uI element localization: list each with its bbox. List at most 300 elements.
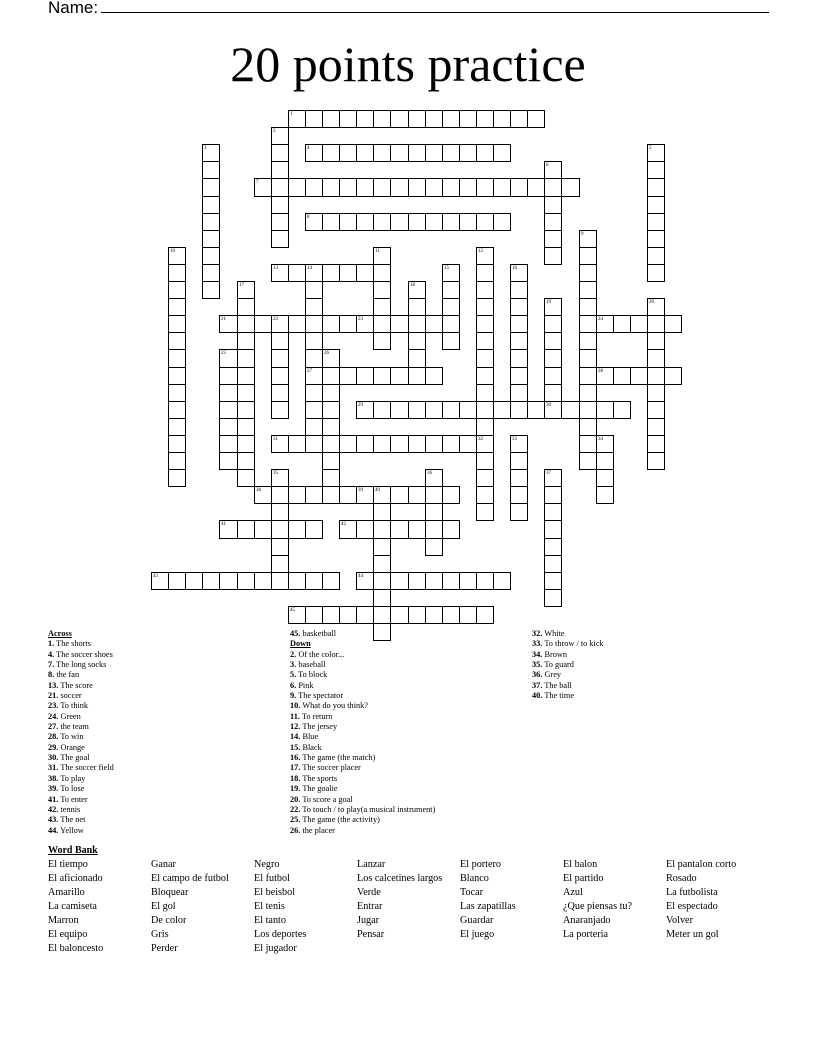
grid-cell[interactable] [373,315,391,333]
grid-cell[interactable] [579,349,597,368]
grid-cell[interactable] [373,213,391,231]
grid-cell[interactable] [442,281,460,299]
grid-cell[interactable] [544,555,562,573]
grid-cell[interactable] [288,486,306,504]
grid-cell[interactable] [527,401,545,419]
grid-cell[interactable] [237,401,255,419]
grid-cell[interactable] [305,572,323,590]
grid-cell[interactable] [408,144,426,162]
grid-cell[interactable] [493,110,511,128]
grid-cell[interactable] [476,469,494,487]
grid-cell[interactable] [579,418,597,436]
grid-cell[interactable] [459,110,477,128]
grid-cell[interactable] [647,418,665,436]
grid-cell[interactable] [254,520,272,539]
grid-cell[interactable] [408,213,426,231]
grid-cell[interactable] [373,572,391,590]
grid-cell[interactable] [339,435,357,453]
grid-cell[interactable] [442,178,460,197]
grid-cell[interactable] [339,213,357,231]
grid-cell[interactable] [237,418,255,436]
grid-cell[interactable] [254,315,272,333]
grid-cell[interactable] [288,178,306,197]
grid-cell[interactable] [305,349,323,368]
grid-cell[interactable] [219,572,238,590]
grid-cell[interactable] [373,520,391,539]
grid-cell[interactable] [373,503,391,521]
grid-cell[interactable] [271,486,289,504]
grid-cell[interactable] [476,606,494,624]
grid-cell[interactable] [408,367,426,385]
grid-cell[interactable] [168,367,186,385]
grid-cell[interactable] [202,247,220,265]
grid-cell[interactable] [613,367,631,385]
grid-cell[interactable] [219,401,238,419]
grid-cell[interactable] [476,503,494,521]
grid-cell[interactable] [390,213,409,231]
grid-cell[interactable] [476,367,494,385]
grid-cell[interactable] [356,110,374,128]
grid-cell[interactable] [373,538,391,556]
grid-cell[interactable] [596,452,614,470]
grid-cell[interactable] [664,315,682,333]
grid-cell[interactable] [237,452,255,470]
grid-cell[interactable] [168,401,186,419]
grid-cell[interactable] [579,298,597,316]
grid-cell[interactable] [544,538,562,556]
grid-cell[interactable] [425,315,443,333]
grid-cell[interactable] [271,178,289,197]
grid-cell[interactable] [237,367,255,385]
grid-cell[interactable] [510,349,528,368]
grid-cell[interactable] [596,401,614,419]
grid-cell[interactable] [339,178,357,197]
grid-cell[interactable] [425,401,443,419]
grid-cell[interactable] [510,332,528,350]
grid-cell[interactable] [425,178,443,197]
grid-cell[interactable] [459,401,477,419]
grid-cell[interactable] [476,452,494,470]
grid-cell[interactable] [579,247,597,265]
grid-cell[interactable] [202,196,220,214]
grid-cell[interactable] [219,367,238,385]
grid-cell[interactable] [168,452,186,470]
grid-cell[interactable] [373,264,391,282]
grid-cell[interactable] [322,367,340,385]
grid-cell[interactable] [442,520,460,539]
grid-cell[interactable] [544,332,562,350]
grid-cell[interactable] [596,469,614,487]
grid-cell[interactable] [237,469,255,487]
grid-cell[interactable] [425,606,443,624]
grid-cell[interactable] [476,110,494,128]
grid-cell[interactable] [647,435,665,453]
grid-cell[interactable] [271,196,289,214]
grid-cell[interactable] [459,213,477,231]
grid-cell[interactable] [510,486,528,504]
grid-cell[interactable] [459,144,477,162]
grid-cell[interactable] [322,469,340,487]
grid-cell[interactable] [476,572,494,590]
grid-cell[interactable] [561,178,580,197]
grid-cell[interactable] [544,213,562,231]
grid-cell[interactable] [254,572,272,590]
grid-cell[interactable] [339,606,357,624]
grid-cell[interactable] [596,486,614,504]
grid-cell[interactable] [510,452,528,470]
grid-cell[interactable] [202,281,220,299]
grid-cell[interactable] [322,572,340,590]
grid-cell[interactable] [219,435,238,453]
grid-cell[interactable] [271,384,289,402]
grid-cell[interactable] [442,298,460,316]
grid-cell[interactable] [408,349,426,368]
grid-cell[interactable] [237,384,255,402]
grid-cell[interactable] [356,178,374,197]
grid-cell[interactable] [510,367,528,385]
grid-cell[interactable] [202,178,220,197]
grid-cell[interactable] [408,520,426,539]
grid-cell[interactable] [442,315,460,333]
grid-cell[interactable] [544,384,562,402]
grid-cell[interactable] [476,315,494,333]
grid-cell[interactable] [476,298,494,316]
grid-cell[interactable] [356,264,374,282]
grid-cell[interactable] [510,401,528,419]
grid-cell[interactable] [271,332,289,350]
grid-cell[interactable] [390,520,409,539]
grid-cell[interactable] [271,520,289,539]
grid-cell[interactable] [579,452,597,470]
grid-cell[interactable] [305,332,323,350]
grid-cell[interactable] [390,144,409,162]
grid-cell[interactable] [442,606,460,624]
grid-cell[interactable] [168,384,186,402]
grid-cell[interactable] [305,281,323,299]
grid-cell[interactable] [510,469,528,487]
grid-cell[interactable] [339,486,357,504]
grid-cell[interactable] [408,315,426,333]
grid-cell[interactable] [356,435,374,453]
grid-cell[interactable] [442,332,460,350]
grid-cell[interactable] [544,230,562,248]
grid-cell[interactable] [630,315,648,333]
grid-cell[interactable] [168,349,186,368]
grid-cell[interactable] [373,606,391,624]
grid-cell[interactable] [373,178,391,197]
grid-cell[interactable] [664,367,682,385]
grid-cell[interactable] [425,538,443,556]
grid-cell[interactable] [373,435,391,453]
grid-cell[interactable] [647,230,665,248]
grid-cell[interactable] [288,435,306,453]
grid-cell[interactable] [271,161,289,179]
grid-cell[interactable] [579,281,597,299]
grid-cell[interactable] [271,213,289,231]
grid-cell[interactable] [544,178,562,197]
grid-cell[interactable] [647,196,665,214]
grid-cell[interactable] [373,555,391,573]
grid-cell[interactable] [510,281,528,299]
grid-cell[interactable] [305,418,323,436]
grid-cell[interactable] [647,332,665,350]
grid-cell[interactable] [356,520,374,539]
grid-cell[interactable] [271,572,289,590]
grid-cell[interactable] [271,503,289,521]
grid-cell[interactable] [390,572,409,590]
grid-cell[interactable] [202,161,220,179]
grid-cell[interactable] [322,435,340,453]
grid-cell[interactable] [339,144,357,162]
grid-cell[interactable] [442,435,460,453]
grid-cell[interactable] [373,110,391,128]
grid-cell[interactable] [339,315,357,333]
grid-cell[interactable] [476,418,494,436]
grid-cell[interactable] [219,418,238,436]
grid-cell[interactable] [647,384,665,402]
grid-cell[interactable] [544,315,562,333]
grid-cell[interactable] [322,213,340,231]
grid-cell[interactable] [476,144,494,162]
grid-cell[interactable] [288,520,306,539]
grid-cell[interactable] [459,178,477,197]
grid-cell[interactable] [237,332,255,350]
grid-cell[interactable] [527,110,545,128]
grid-cell[interactable] [493,178,511,197]
grid-cell[interactable] [544,520,562,539]
grid-cell[interactable] [339,367,357,385]
grid-cell[interactable] [459,572,477,590]
grid-cell[interactable] [322,418,340,436]
grid-cell[interactable] [305,110,323,128]
grid-cell[interactable] [305,520,323,539]
grid-cell[interactable] [408,401,426,419]
grid-cell[interactable] [390,110,409,128]
grid-cell[interactable] [544,349,562,368]
grid-cell[interactable] [373,298,391,316]
grid-cell[interactable] [425,367,443,385]
grid-cell[interactable] [408,572,426,590]
grid-cell[interactable] [425,435,443,453]
grid-cell[interactable] [202,213,220,231]
grid-cell[interactable] [476,264,494,282]
grid-cell[interactable] [442,401,460,419]
grid-cell[interactable] [373,589,391,607]
grid-cell[interactable] [579,401,597,419]
grid-cell[interactable] [442,486,460,504]
grid-cell[interactable] [271,230,289,248]
grid-cell[interactable] [442,110,460,128]
grid-cell[interactable] [579,315,597,333]
grid-cell[interactable] [322,264,340,282]
grid-cell[interactable] [168,435,186,453]
name-underline[interactable] [101,0,769,13]
grid-cell[interactable] [322,606,340,624]
grid-cell[interactable] [322,486,340,504]
grid-cell[interactable] [288,572,306,590]
grid-cell[interactable] [288,264,306,282]
grid-cell[interactable] [510,503,528,521]
grid-cell[interactable] [168,418,186,436]
grid-cell[interactable] [271,349,289,368]
grid-cell[interactable] [579,367,597,385]
grid-cell[interactable] [305,606,323,624]
grid-cell[interactable] [305,178,323,197]
grid-cell[interactable] [271,144,289,162]
grid-cell[interactable] [647,367,665,385]
grid-cell[interactable] [390,606,409,624]
grid-cell[interactable] [408,178,426,197]
grid-cell[interactable] [202,230,220,248]
grid-cell[interactable] [510,110,528,128]
grid-cell[interactable] [647,161,665,179]
grid-cell[interactable] [527,178,545,197]
grid-cell[interactable] [390,435,409,453]
grid-cell[interactable] [408,435,426,453]
grid-cell[interactable] [168,281,186,299]
grid-cell[interactable] [322,144,340,162]
grid-cell[interactable] [390,367,409,385]
grid-cell[interactable] [647,247,665,265]
grid-cell[interactable] [271,538,289,556]
grid-cell[interactable] [408,298,426,316]
grid-cell[interactable] [322,384,340,402]
grid-cell[interactable] [305,315,323,333]
grid-cell[interactable] [305,384,323,402]
grid-cell[interactable] [647,401,665,419]
grid-cell[interactable] [168,315,186,333]
grid-cell[interactable] [425,503,443,521]
grid-cell[interactable] [647,315,665,333]
grid-cell[interactable] [544,503,562,521]
grid-cell[interactable] [373,367,391,385]
grid-cell[interactable] [168,469,186,487]
grid-cell[interactable] [510,298,528,316]
grid-cell[interactable] [544,572,562,590]
grid-cell[interactable] [271,367,289,385]
grid-cell[interactable] [459,606,477,624]
grid-cell[interactable] [425,572,443,590]
grid-cell[interactable] [237,349,255,368]
grid-cell[interactable] [373,144,391,162]
grid-cell[interactable] [390,178,409,197]
grid-cell[interactable] [373,281,391,299]
grid-cell[interactable] [442,572,460,590]
grid-cell[interactable] [493,144,511,162]
grid-cell[interactable] [305,401,323,419]
grid-cell[interactable] [442,144,460,162]
grid-cell[interactable] [168,298,186,316]
grid-cell[interactable] [493,401,511,419]
grid-cell[interactable] [647,452,665,470]
grid-cell[interactable] [322,110,340,128]
grid-cell[interactable] [373,401,391,419]
grid-cell[interactable] [305,435,323,453]
grid-cell[interactable] [425,144,443,162]
grid-cell[interactable] [425,486,443,504]
grid-cell[interactable] [425,110,443,128]
grid-cell[interactable] [168,332,186,350]
grid-cell[interactable] [613,315,631,333]
grid-cell[interactable] [219,452,238,470]
grid-cell[interactable] [476,486,494,504]
grid-cell[interactable] [168,572,186,590]
grid-cell[interactable] [322,452,340,470]
grid-cell[interactable] [544,247,562,265]
grid-cell[interactable] [647,213,665,231]
grid-cell[interactable] [390,315,409,333]
grid-cell[interactable] [476,401,494,419]
grid-cell[interactable] [288,315,306,333]
grid-cell[interactable] [390,401,409,419]
grid-cell[interactable] [493,572,511,590]
grid-cell[interactable] [544,196,562,214]
grid-cell[interactable] [202,264,220,282]
grid-cell[interactable] [442,213,460,231]
grid-cell[interactable] [322,401,340,419]
grid-cell[interactable] [493,213,511,231]
grid-cell[interactable] [237,572,255,590]
grid-cell[interactable] [476,281,494,299]
grid-cell[interactable] [425,520,443,539]
grid-cell[interactable] [459,435,477,453]
grid-cell[interactable] [579,264,597,282]
grid-cell[interactable] [544,486,562,504]
grid-cell[interactable] [237,298,255,316]
grid-cell[interactable] [561,401,580,419]
grid-cell[interactable] [544,589,562,607]
grid-cell[interactable] [356,144,374,162]
grid-cell[interactable] [544,367,562,385]
grid-cell[interactable] [390,486,409,504]
grid-cell[interactable] [322,178,340,197]
grid-cell[interactable] [305,298,323,316]
grid-cell[interactable] [322,315,340,333]
grid-cell[interactable] [356,367,374,385]
grid-cell[interactable] [373,332,391,350]
grid-cell[interactable] [425,213,443,231]
grid-cell[interactable] [510,384,528,402]
grid-cell[interactable] [408,110,426,128]
grid-cell[interactable] [476,178,494,197]
grid-cell[interactable] [647,349,665,368]
grid-cell[interactable] [408,332,426,350]
grid-cell[interactable] [271,401,289,419]
grid-cell[interactable] [202,572,220,590]
grid-cell[interactable] [356,606,374,624]
grid-cell[interactable] [630,367,648,385]
grid-cell[interactable] [339,110,357,128]
grid-cell[interactable] [237,315,255,333]
grid-cell[interactable] [339,264,357,282]
grid-cell[interactable] [356,213,374,231]
grid-cell[interactable] [476,349,494,368]
grid-cell[interactable] [476,213,494,231]
grid-cell[interactable] [476,384,494,402]
grid-cell[interactable] [408,486,426,504]
grid-cell[interactable] [647,264,665,282]
grid-cell[interactable] [510,315,528,333]
grid-cell[interactable] [271,555,289,573]
grid-cell[interactable] [579,435,597,453]
grid-cell[interactable] [168,264,186,282]
grid-cell[interactable] [579,332,597,350]
grid-cell[interactable] [579,384,597,402]
grid-cell[interactable] [237,520,255,539]
grid-cell[interactable] [185,572,203,590]
grid-cell[interactable] [613,401,631,419]
grid-cell[interactable] [476,332,494,350]
